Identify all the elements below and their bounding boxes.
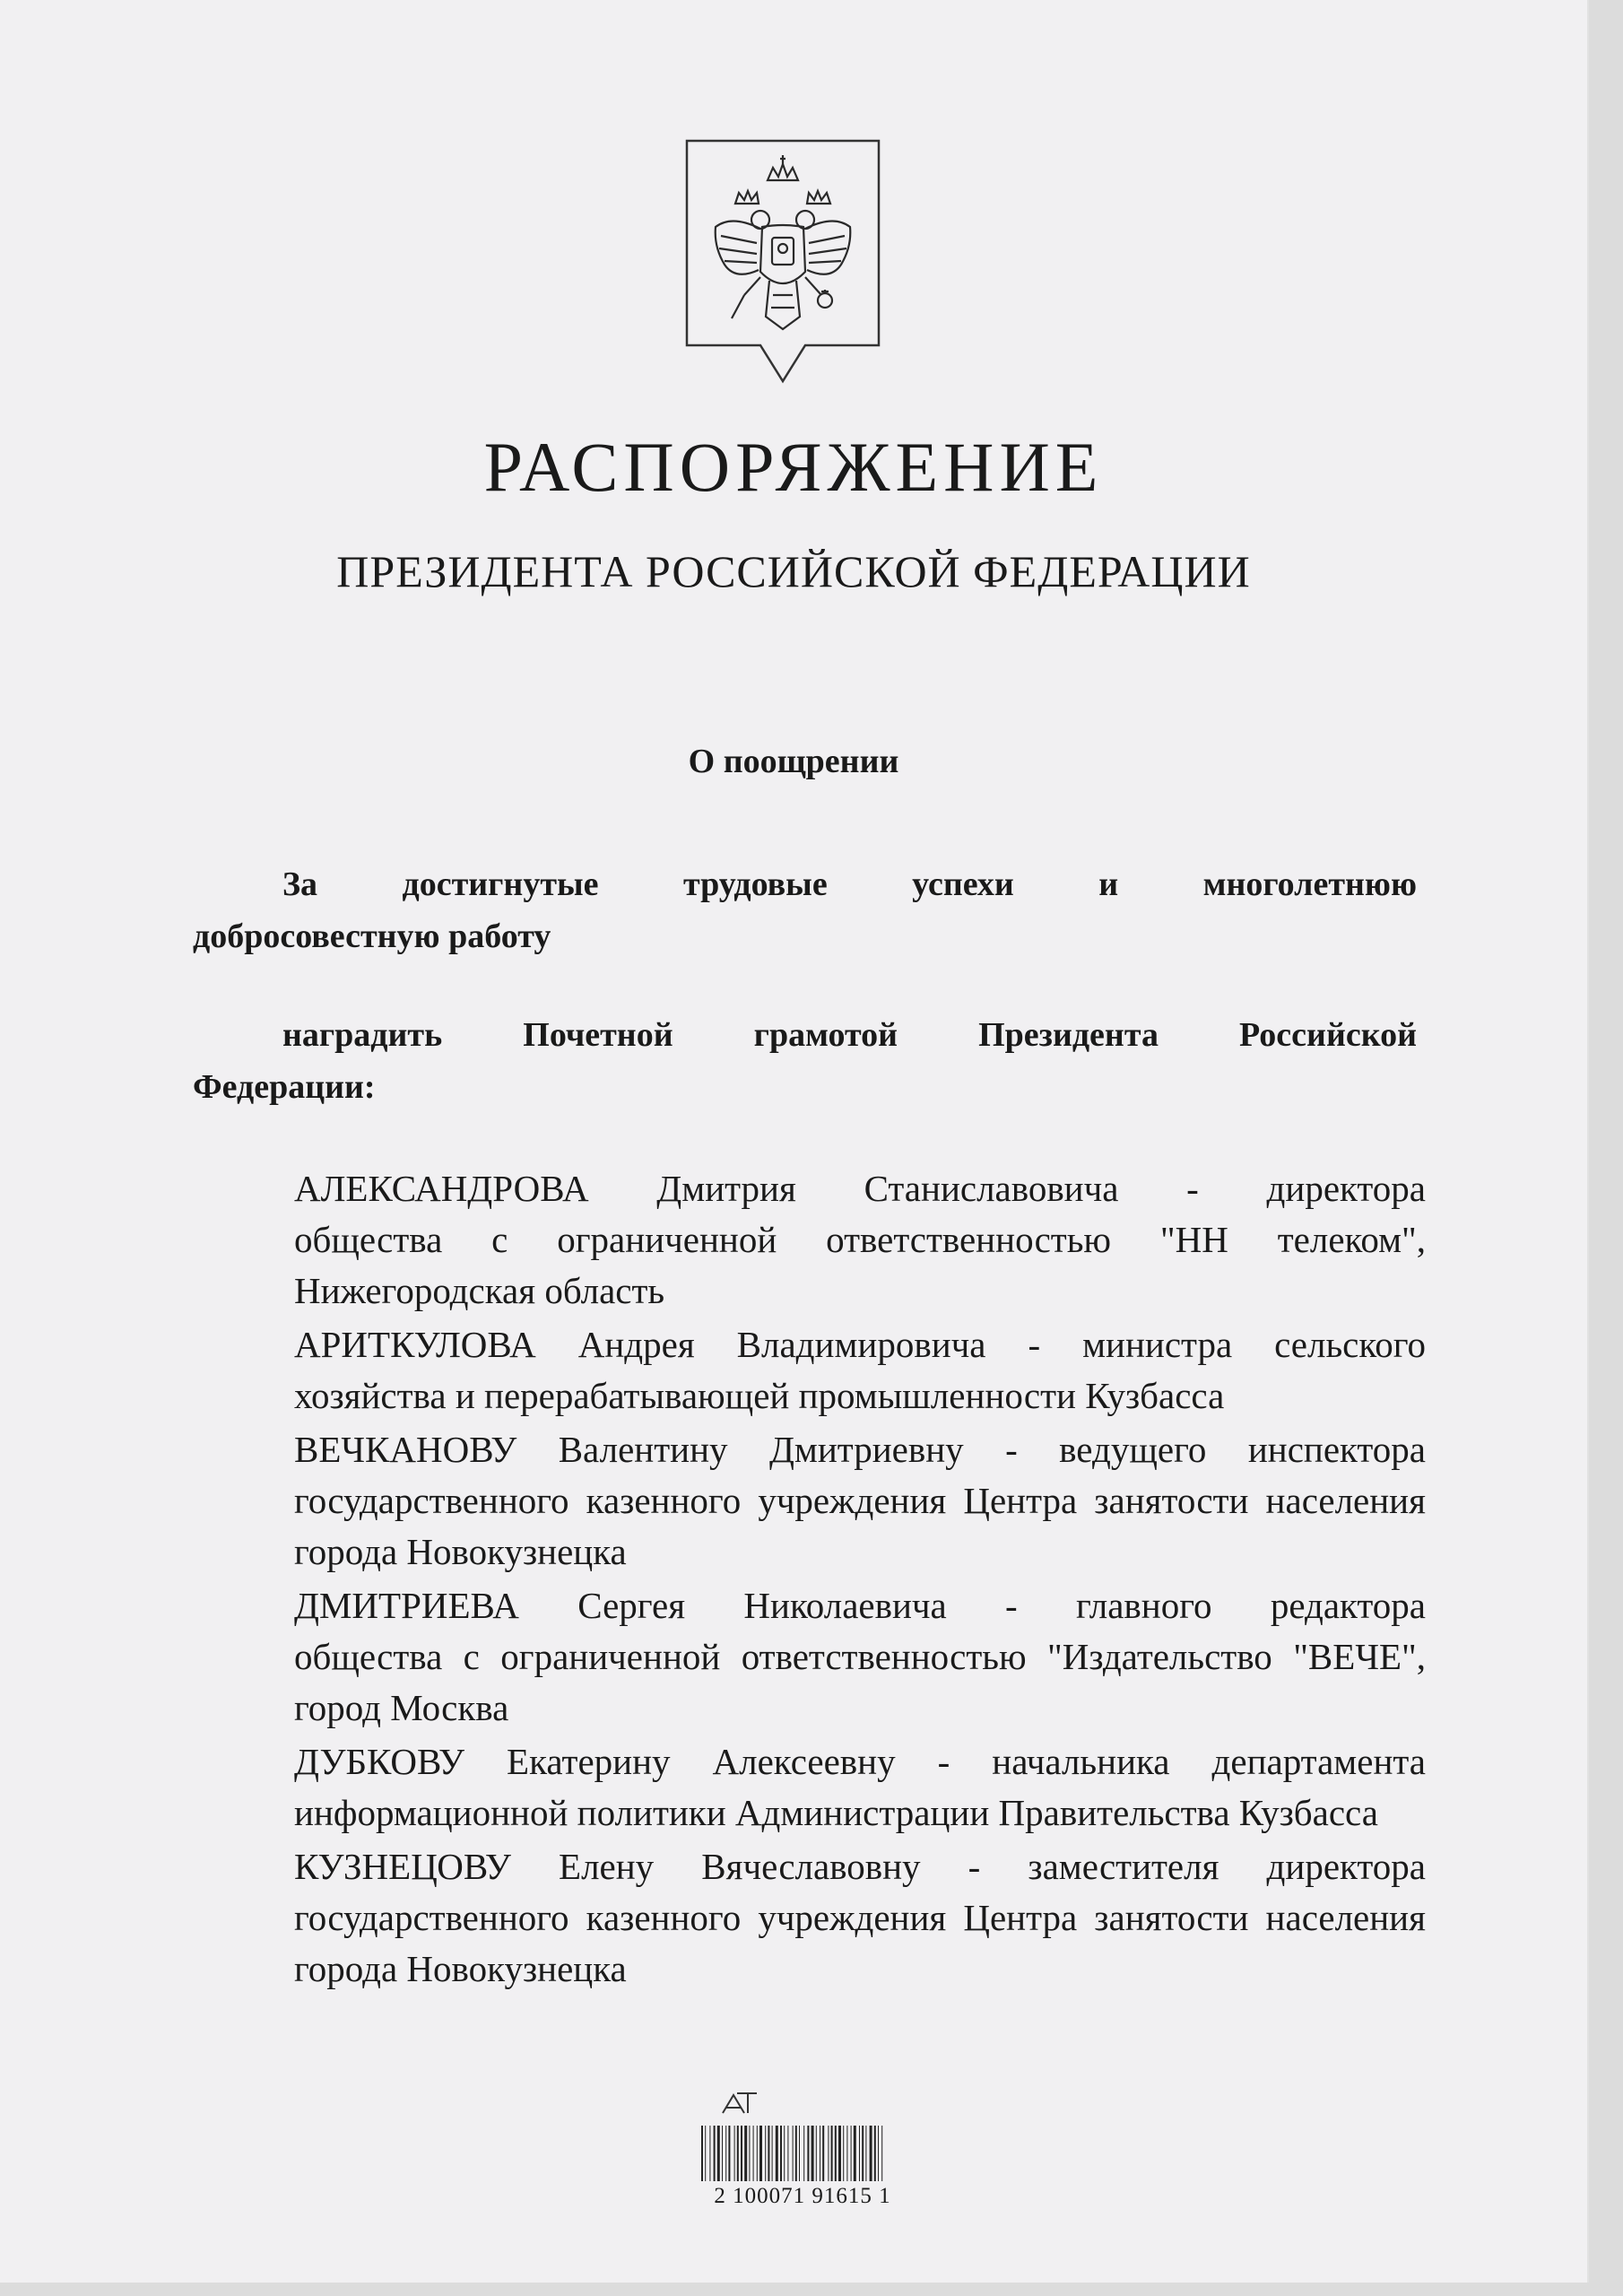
awardee-entry [197, 1319, 1426, 1422]
preamble-line-1: За достигнутые трудовые успехи и многолетнюю [282, 865, 1417, 903]
preamble-line-2: добросовестную работу [193, 918, 551, 955]
awardee-line: АЛЕКСАНДРОВА Дмитрия Станиславовича - директора [294, 1168, 1426, 1209]
preamble-paragraph [193, 858, 1417, 962]
awardee-line: хозяйства и перерабатывающей промышленности Кузбасса [294, 1375, 1225, 1416]
document-subtitle: ПРЕЗИДЕНТА РОССИЙСКОЙ ФЕДЕРАЦИИ [336, 546, 1251, 596]
awardee-list [197, 1163, 1426, 1997]
awardee-line: общества с ограниченной ответственностью "Издательство "ВЕЧЕ", [294, 1636, 1426, 1677]
awardee-line: информационной политики Администрации Правительства Кузбасса [294, 1792, 1378, 1833]
awardee-line: КУЗНЕЦОВУ Елену Вячеславовну - заместителя директора [294, 1846, 1426, 1887]
awardee-line: ДУБКОВУ Екатерину Алексеевну - начальника департамента [294, 1741, 1426, 1782]
awardee-line: государственного казенного учреждения Центра занятости населения [294, 1480, 1426, 1521]
barcode-bars [699, 2126, 888, 2181]
awardee-line: город Москва [294, 1687, 509, 1728]
awardee-entry [197, 1163, 1426, 1317]
decision-paragraph [193, 1009, 1417, 1113]
awardee-line: Нижегородская область [294, 1270, 665, 1311]
awardee-line: города Новокузнецка [294, 1948, 627, 1989]
awardee-line: ВЕЧКАНОВУ Валентину Дмитриевну - ведущего инспектора [294, 1429, 1426, 1470]
awardee-entry [197, 1736, 1426, 1839]
document-heading: О поощрении [688, 743, 899, 780]
awardee-line: общества с ограниченной ответственностью "НН телеком", [294, 1219, 1426, 1260]
document-title: РАСПОРЯЖЕНИЕ [483, 428, 1104, 506]
awardee-line: государственного казенного учреждения Центра занятости населения [294, 1897, 1426, 1938]
awardee-line: ДМИТРИЕВА Сергея Николаевича - главного редактора [294, 1585, 1426, 1626]
decision-line-1: наградить Почетной грамотой Президента Российской [282, 1016, 1417, 1054]
barcode [690, 2090, 915, 2215]
coat-of-arms-icon [680, 137, 886, 390]
barcode-number: 2 100071 91615 1 [714, 2184, 891, 2208]
registration-mark-icon [717, 2090, 762, 2117]
awardee-entry [197, 1841, 1426, 1995]
awardee-entry [197, 1424, 1426, 1578]
decision-line-2: Федерации: [193, 1068, 376, 1106]
awardee-line: АРИТКУЛОВА Андрея Владимировича - министра сельского [294, 1324, 1426, 1365]
awardee-line: города Новокузнецка [294, 1531, 627, 1572]
awardee-entry [197, 1580, 1426, 1734]
